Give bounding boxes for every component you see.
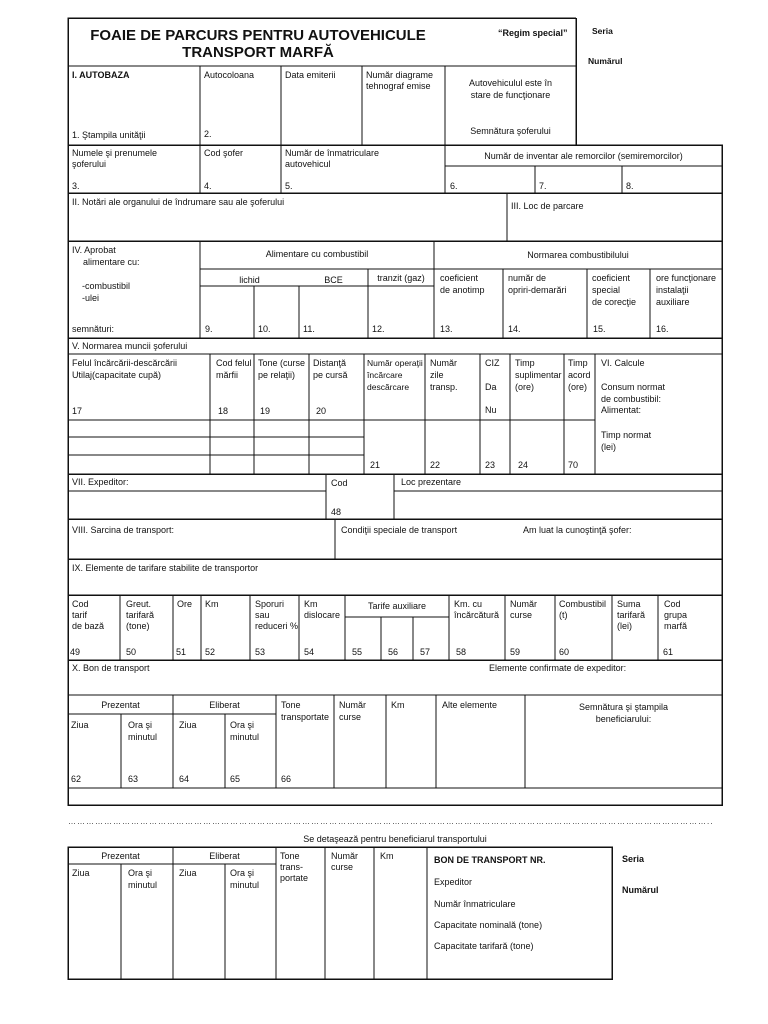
- aprobat-label-2: alimentare cu:: [83, 257, 140, 267]
- ore-instalatii-label-1: ore funcţionare: [656, 273, 717, 283]
- field-number-4: 4.: [204, 181, 212, 191]
- field-number-20: 20: [316, 406, 327, 416]
- field-number-52: 52: [205, 647, 216, 657]
- nr-curse-x-label-2: curse: [339, 712, 362, 722]
- field-number-19: 19: [260, 406, 271, 416]
- coef-anotimp-label-2: de anotimp: [440, 285, 485, 295]
- timp-suplimentar-label-2: suplimentar: [515, 370, 562, 380]
- sarcina-transport-label: VIII. Sarcina de transport:: [72, 525, 175, 535]
- semnatura-sofer-label: Semnătura şoferului: [470, 126, 551, 136]
- suma-tarifara-label-1: Suma: [617, 599, 641, 609]
- nr-diagrame-label-1: Număr diagrame: [366, 70, 434, 80]
- nr-operatii-label-3: descărcare: [367, 382, 410, 392]
- ora-prezentat-label-2: minutul: [128, 732, 158, 742]
- cod-felul-label-2: mărfii: [216, 370, 238, 380]
- semnaturi-label: semnături:: [72, 324, 115, 334]
- combustibil-label: -combustibil: [82, 281, 131, 291]
- detach-tone-label-3: portate: [280, 873, 309, 883]
- detach-numarul-label: Numărul: [622, 885, 659, 895]
- timp-acord-label-3: (ore): [568, 382, 588, 392]
- nr-diagrame-label-2: tehnograf emise: [366, 81, 431, 91]
- coef-anotimp-label-1: coeficient: [440, 273, 479, 283]
- nr-inmatriculare-label-1: Număr de înmatriculare: [285, 148, 380, 158]
- autobaza-label: I. AUTOBAZA: [72, 70, 130, 80]
- field-number-15: 15.: [593, 324, 606, 334]
- sporuri-label-2: sau: [255, 610, 270, 620]
- nr-zile-label-1: Număr: [430, 358, 458, 368]
- alimentare-header: Alimentare cu combustibil: [265, 249, 369, 259]
- form-title-line2: TRANSPORT MARFĂ: [182, 44, 334, 61]
- expeditor-label: VII. Expeditor:: [72, 477, 129, 487]
- sporuri-label-1: Sporuri: [255, 599, 285, 609]
- field-number-53: 53: [255, 647, 266, 657]
- cod-sofer-label: Cod şofer: [204, 148, 244, 158]
- ciz-nu-label: Nu: [485, 405, 497, 415]
- km-incarcatura-label-1: Km. cu: [454, 599, 483, 609]
- field-number-56: 56: [388, 647, 399, 657]
- felul-incarcarii-label-2: Utilaj(capacitate cupă): [72, 370, 162, 380]
- semnatura-beneficiar-label-2: beneficiarului:: [595, 714, 652, 724]
- cod-grupa-label-3: marfă: [664, 621, 688, 631]
- ciz-da-label: Da: [485, 382, 497, 392]
- detach-tone-label-1: Tone: [280, 851, 300, 861]
- detach-ora-eliberat-1: Ora şi: [230, 868, 255, 878]
- suma-tarifara-label-2: tarifară: [617, 610, 646, 620]
- field-number-5: 5.: [285, 181, 293, 191]
- nume-sofer-label-1: Numele şi prenumele: [72, 148, 158, 158]
- nr-opriri-label-1: număr de: [508, 273, 547, 283]
- field-number-10: 10.: [258, 324, 271, 334]
- field-number-3: 3.: [72, 181, 80, 191]
- km-dislocare-label-2: dislocare: [304, 610, 341, 620]
- timp-normat-label-1: Timp normat: [601, 430, 652, 440]
- field-number-54: 54: [304, 647, 315, 657]
- consum-normat-label-2: de combustibil:: [601, 394, 662, 404]
- field-number-70: 70: [568, 460, 579, 470]
- regim-special: “Regim special”: [498, 28, 568, 38]
- tone-curse-label-2: pe relaţii): [258, 370, 296, 380]
- field-number-51: 51: [176, 647, 187, 657]
- bce-label: BCE: [324, 275, 343, 285]
- field-number-61: 61: [663, 647, 674, 657]
- coef-special-label-1: coeficient: [592, 273, 631, 283]
- detach-expeditor-label: Expeditor: [434, 877, 473, 887]
- eliberat-label: Eliberat: [209, 700, 240, 710]
- lichid-label: lichid: [239, 275, 260, 285]
- ore-instalatii-label-2: instalaţii: [656, 285, 689, 295]
- cod-felul-label-1: Cod felul: [216, 358, 252, 368]
- detach-ora-eliberat-2: minutul: [230, 880, 260, 890]
- cod-tarif-label-3: de bază: [72, 621, 105, 631]
- nr-operatii-label-1: Număr operaţii: [367, 358, 423, 368]
- field-number-23: 23: [485, 460, 496, 470]
- ulei-label: -ulei: [82, 293, 100, 303]
- field-number-22: 22: [430, 460, 441, 470]
- timp-suplimentar-label-1: Timp: [515, 358, 535, 368]
- tone-transportate-label-2: transportate: [281, 712, 330, 722]
- combustibil-t-label-2: (t): [559, 610, 568, 620]
- field-number-49: 49: [70, 647, 81, 657]
- field-number-12: 12.: [372, 324, 385, 334]
- detach-prezentat-label: Prezentat: [101, 851, 140, 861]
- loc-prezentare-label: Loc prezentare: [401, 477, 462, 487]
- field-number-66: 66: [281, 774, 292, 784]
- field-number-59: 59: [510, 647, 521, 657]
- nr-curse-label-1: Număr: [510, 599, 538, 609]
- field-number-21: 21: [370, 460, 381, 470]
- nr-operatii-label-2: încărcare: [367, 370, 403, 380]
- field-number-11: 11.: [303, 324, 315, 334]
- timp-normat-label-2: (lei): [601, 442, 616, 452]
- ore-label: Ore: [177, 599, 193, 609]
- km-x-label: Km: [391, 700, 405, 710]
- felul-incarcarii-label-1: Felul încărcării-descărcării: [72, 358, 178, 368]
- ciz-label: CIZ: [485, 358, 500, 368]
- coef-special-label-3: de corecţie: [592, 297, 637, 307]
- capacitate-tarifara-label: Capacitate tarifară (tone): [434, 941, 534, 951]
- detach-ora-prezentat-2: minutul: [128, 880, 158, 890]
- ziua-eliberat-label: Ziua: [179, 720, 197, 730]
- combustibil-t-label-1: Combustibil: [559, 599, 607, 609]
- field-number-6: 6.: [450, 181, 458, 191]
- nr-opriri-label-2: opriri-demarări: [508, 285, 567, 295]
- normarea-header: Normarea combustibilului: [527, 250, 629, 260]
- detach-nr-curse-label-2: curse: [331, 862, 354, 872]
- aprobat-label-1: IV. Aprobat: [72, 245, 116, 255]
- detach-tone-label-2: trans-: [280, 862, 304, 872]
- field-number-8: 8.: [626, 181, 634, 191]
- conditii-speciale-label: Condiţii speciale de transport: [341, 525, 458, 535]
- loc-parcare-label: III. Loc de parcare: [511, 201, 584, 211]
- tranzit-label: tranzit (gaz): [377, 273, 425, 283]
- field-number-48: 48: [331, 507, 342, 517]
- alimentat-label: Alimentat:: [601, 405, 642, 415]
- cod-tarif-label-2: tarif: [72, 610, 88, 620]
- stare-functionare-label-1: Autovehiculul este în: [468, 78, 553, 88]
- field-number-16: 16.: [656, 324, 669, 334]
- ore-instalatii-label-3: auxiliare: [656, 297, 690, 307]
- data-emiterii-label: Data emiterii: [285, 70, 336, 80]
- nr-zile-label-3: transp.: [430, 382, 458, 392]
- numarul-label: Numărul: [588, 56, 623, 66]
- field-number-13: 13.: [440, 324, 453, 334]
- sporuri-label-3: reduceri %: [255, 621, 299, 631]
- nume-sofer-label-2: şoferului: [72, 159, 107, 169]
- detach-eliberat-label: Eliberat: [209, 851, 240, 861]
- field-number-65: 65: [230, 774, 241, 784]
- field-number-50: 50: [126, 647, 137, 657]
- alte-elemente-label: Alte elemente: [442, 700, 498, 710]
- greutate-tarifara-label-3: (tone): [126, 621, 150, 631]
- normarea-muncii-label: V. Normarea muncii şoferului: [72, 341, 188, 351]
- field-number-7: 7.: [539, 181, 547, 191]
- detach-note: Se detaşează pentru beneficiarul transportului: [303, 834, 487, 844]
- coef-special-label-2: special: [592, 285, 621, 295]
- field-number-24: 24: [518, 460, 529, 470]
- detach-dotted-line: ……………………………………………………………………………………………………………………………………………………………………………………………..: [68, 817, 714, 826]
- semnatura-beneficiar-label-1: Semnătura şi ştampila: [578, 702, 669, 712]
- detach-nr-inmatriculare-label: Număr înmatriculare: [434, 899, 516, 909]
- field-number-64: 64: [179, 774, 190, 784]
- timp-acord-label-2: acord: [568, 370, 591, 380]
- timp-suplimentar-label-3: (ore): [515, 382, 535, 392]
- ora-prezentat-label-1: Ora şi: [128, 720, 153, 730]
- field-number-2: 2.: [204, 129, 212, 139]
- detach-km-label: Km: [380, 851, 394, 861]
- field-number-60: 60: [559, 647, 570, 657]
- bon-transport-nr-label: BON DE TRANSPORT NR.: [434, 855, 546, 865]
- form-title-line1: FOAIE DE PARCURS PENTRU AUTOVEHICULE: [90, 27, 426, 44]
- suma-tarifara-label-3: (lei): [617, 621, 632, 631]
- field-number-63: 63: [128, 774, 139, 784]
- greutate-tarifara-label-1: Greut.: [126, 599, 152, 609]
- tarife-auxiliare-label: Tarife auxiliare: [367, 601, 427, 611]
- ora-eliberat-label-1: Ora şi: [230, 720, 255, 730]
- field-number-62: 62: [71, 774, 82, 784]
- stare-functionare-label-2: stare de funcţionare: [470, 90, 551, 100]
- km-label: Km: [205, 599, 219, 609]
- nr-inmatriculare-label-2: autovehicul: [285, 159, 331, 169]
- consum-normat-label-1: Consum normat: [601, 382, 666, 392]
- seria-label: Seria: [592, 26, 613, 36]
- elemente-tarifare-label: IX. Elemente de tarifare stabilite de transportor: [72, 563, 259, 573]
- km-dislocare-label-1: Km: [304, 599, 318, 609]
- detach-ziua-prezentat: Ziua: [72, 868, 90, 878]
- calcule-label: VI. Calcule: [601, 358, 645, 368]
- inventar-remorci-label: Număr de inventar ale remorcilor (semiremorcilor): [484, 151, 683, 161]
- autocoloana-label: Autocoloana: [204, 70, 255, 80]
- tone-transportate-label-1: Tone: [281, 700, 301, 710]
- detach-seria-label: Seria: [622, 854, 645, 864]
- greutate-tarifara-label-2: tarifară: [126, 610, 155, 620]
- field-number-18: 18: [218, 406, 229, 416]
- prezentat-label: Prezentat: [101, 700, 140, 710]
- cod-expeditor-label: Cod: [331, 478, 348, 488]
- notari-label: II. Notări ale organului de îndrumare sau ale şoferului: [72, 197, 285, 207]
- nr-curse-label-2: curse: [510, 610, 533, 620]
- cod-grupa-label-2: grupa: [664, 610, 688, 620]
- ziua-prezentat-label: Ziua: [71, 720, 89, 730]
- km-incarcatura-label-2: încărcătură: [454, 610, 500, 620]
- field-number-17: 17: [72, 406, 83, 416]
- capacitate-nominala-label: Capacitate nominală (tone): [434, 920, 543, 930]
- luat-la-cunostinta-label: Am luat la cunoştinţă şofer:: [523, 525, 632, 535]
- nr-zile-label-2: zile: [430, 370, 444, 380]
- distanta-label-1: Distanţă: [313, 358, 347, 368]
- distanta-label-2: pe cursă: [313, 370, 348, 380]
- detach-nr-curse-label-1: Număr: [331, 851, 359, 861]
- ora-eliberat-label-2: minutul: [230, 732, 260, 742]
- stampila-label: 1. Ştampila unităţii: [72, 130, 146, 140]
- cod-tarif-label-1: Cod: [72, 599, 89, 609]
- cod-grupa-label-1: Cod: [664, 599, 681, 609]
- nr-curse-x-label-1: Număr: [339, 700, 367, 710]
- field-number-55: 55: [352, 647, 363, 657]
- field-number-58: 58: [456, 647, 467, 657]
- detach-ora-prezentat-1: Ora şi: [128, 868, 153, 878]
- elemente-confirmate-label: Elemente confirmate de expeditor:: [489, 663, 627, 673]
- bon-transport-label: X. Bon de transport: [72, 663, 150, 673]
- field-number-14: 14.: [508, 324, 521, 334]
- detach-ziua-eliberat: Ziua: [179, 868, 197, 878]
- field-number-9: 9.: [205, 324, 213, 334]
- field-number-57: 57: [420, 647, 431, 657]
- timp-acord-label-1: Timp: [568, 358, 588, 368]
- tone-curse-label-1: Tone (curse: [258, 358, 306, 368]
